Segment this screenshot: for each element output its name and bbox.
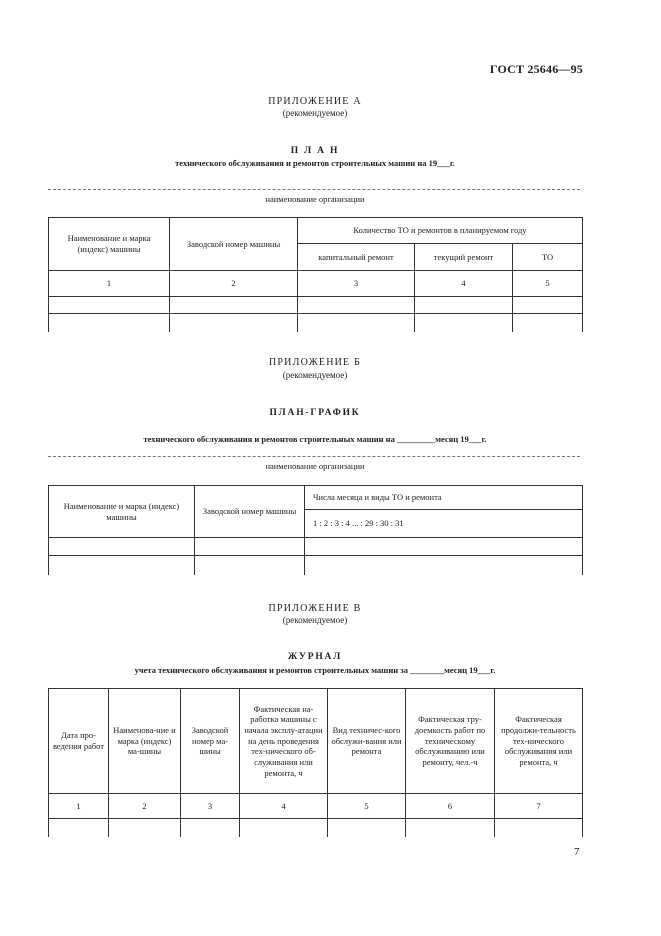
table-row bbox=[49, 556, 583, 575]
org-name-caption: наименование организации bbox=[265, 461, 365, 471]
col-days-scale: 1 : 2 : 3 : 4 ... : 29 : 30 : 31 bbox=[305, 510, 583, 538]
col-duration: Фактическая продолжи-тельность тех-нического обслуживания или ремонта, ч bbox=[495, 689, 583, 794]
col-serial-number: Заводской номер машины bbox=[170, 218, 298, 271]
plan-schedule-title: ПЛАН-ГРАФИК bbox=[269, 408, 361, 418]
col-serial-number: Заводской номер ма-шины bbox=[181, 689, 240, 794]
journal-title: ЖУРНАЛ bbox=[287, 652, 343, 662]
col-number: 2 bbox=[170, 271, 298, 297]
col-number: 1 bbox=[49, 271, 170, 297]
org-name-line bbox=[48, 189, 580, 190]
plan-table bbox=[48, 217, 583, 332]
col-serial-number: Заводской номер машины bbox=[195, 486, 305, 538]
col-days-and-types: Числа месяца и виды ТО и ремонта bbox=[305, 486, 583, 510]
col-to: ТО bbox=[513, 244, 583, 271]
appendix-c-subtitle: (рекомендуемое) bbox=[282, 615, 348, 625]
col-date: Дата про-ведения работ bbox=[49, 689, 109, 794]
col-number: 7 bbox=[495, 794, 583, 819]
standard-number: ГОСТ 25646—95 bbox=[489, 62, 583, 76]
col-number: 5 bbox=[328, 794, 406, 819]
appendix-c-title: ПРИЛОЖЕНИЕ В bbox=[268, 603, 362, 614]
col-number: 3 bbox=[181, 794, 240, 819]
appendix-b-title: ПРИЛОЖЕНИЕ Б bbox=[268, 357, 362, 368]
appendix-b-subtitle: (рекомендуемое) bbox=[282, 370, 348, 380]
col-group-to-repairs: Количество ТО и ремонтов в планируемом году bbox=[298, 218, 583, 244]
col-current-repair: текущий ремонт bbox=[415, 244, 513, 271]
org-name-caption: наименование организации bbox=[265, 194, 365, 204]
plan-subtitle: технического обслуживания и ремонтов строительных машин на 19___г. bbox=[175, 158, 455, 168]
col-number: 6 bbox=[406, 794, 495, 819]
col-machine-name: Наименование и марка (индекс) машины bbox=[49, 218, 170, 271]
col-number: 2 bbox=[109, 794, 181, 819]
plan-schedule-subtitle: технического обслуживания и ремонтов строительных машин на _________месяц 19___г. bbox=[143, 434, 487, 444]
col-capital-repair: капитальный ремонт bbox=[298, 244, 415, 271]
plan-title: П Л А Н bbox=[290, 146, 340, 156]
table-row bbox=[49, 819, 583, 837]
col-labor-input: Фактическая тру-доемкость работ по техническому обслуживанию или ремонту, чел.-ч bbox=[406, 689, 495, 794]
journal-table bbox=[48, 688, 583, 837]
col-machine-name: Наименова-ние и марка (индекс) ма-шины bbox=[109, 689, 181, 794]
col-number: 1 bbox=[49, 794, 109, 819]
plan-schedule-table bbox=[48, 485, 583, 575]
table-row bbox=[49, 297, 583, 314]
col-machine-name: Наименование и марка (индекс) машины bbox=[49, 486, 195, 538]
col-number: 5 bbox=[513, 271, 583, 297]
appendix-a-subtitle: (рекомендуемое) bbox=[282, 108, 348, 118]
col-service-type: Вид техничес-кого обслужи-вания или ремонта bbox=[328, 689, 406, 794]
org-name-line bbox=[48, 456, 580, 457]
col-number: 4 bbox=[240, 794, 328, 819]
page-number: 7 bbox=[574, 846, 580, 858]
table-row bbox=[49, 538, 583, 556]
col-number: 4 bbox=[415, 271, 513, 297]
journal-subtitle: учета технического обслуживания и ремонтов строительных машин за ________месяц 19___г. bbox=[134, 665, 496, 675]
col-number: 3 bbox=[298, 271, 415, 297]
appendix-a-title: ПРИЛОЖЕНИЕ А bbox=[268, 96, 362, 107]
col-operating-hours: Фактическая на-работка машины с начала эксплу-атации на день проведения тех-нического об-служивания или ремонта, ч bbox=[240, 689, 328, 794]
table-row bbox=[49, 314, 583, 332]
